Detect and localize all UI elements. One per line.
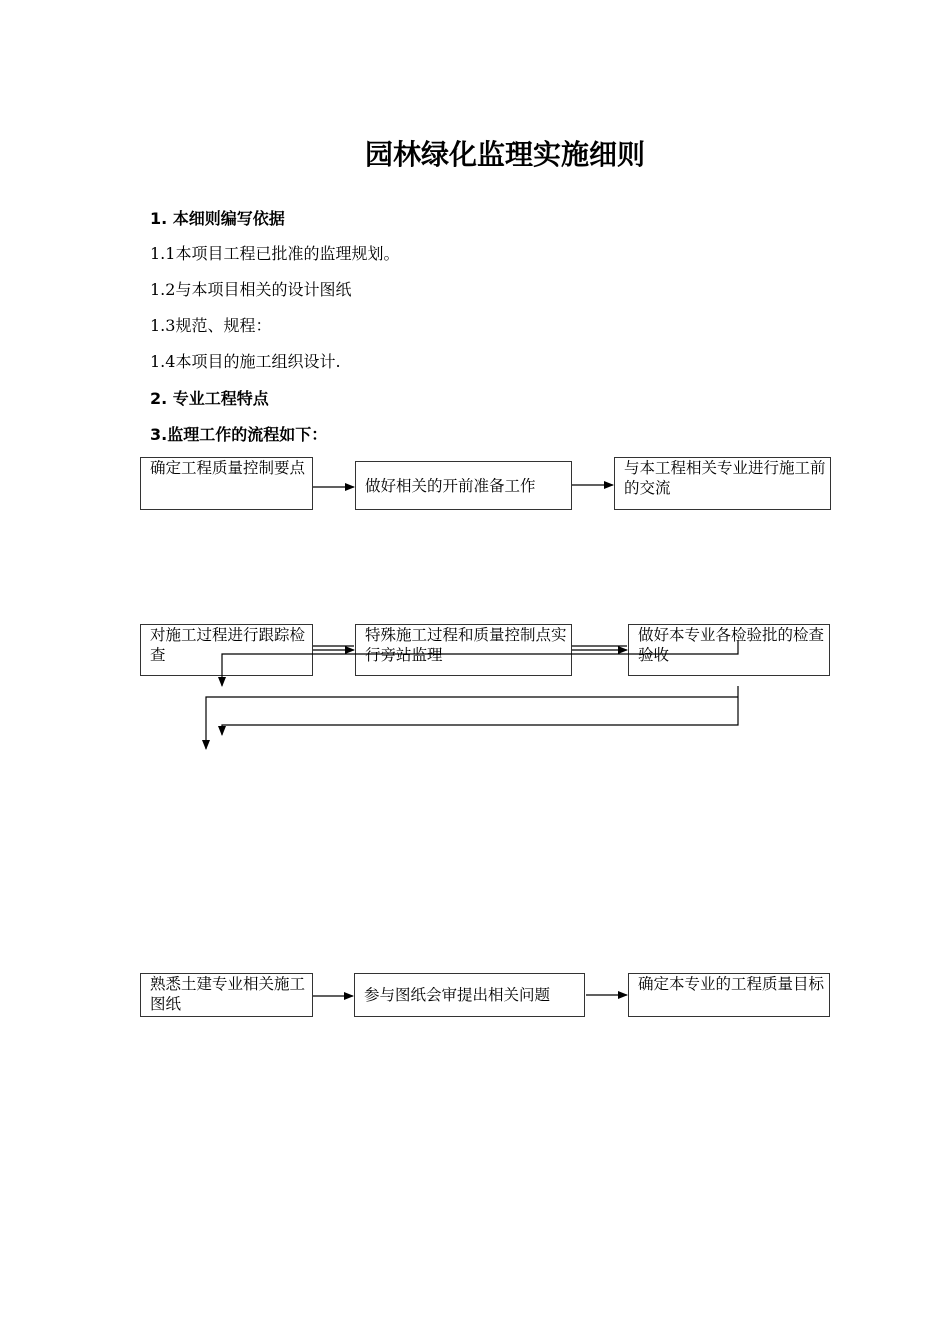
document-title: 园林绿化监理实施细则 — [364, 138, 645, 171]
section-3-heading: 3.监理工作的流程如下： — [150, 425, 328, 444]
flow-box-r3-3: 确定本专业的工程质量目标 — [628, 973, 830, 1017]
flow-box-r1-1: 确定工程质量控制要点 — [140, 457, 313, 510]
flow-box-r2-2: 特殊施工过程和质量控制点实行旁站监理 — [355, 624, 572, 676]
section-1-item-2: 1.2与本项目相关的设计图纸 — [150, 280, 352, 299]
flow-box-r3-1: 熟悉土建专业相关施工图纸 — [140, 973, 313, 1017]
flow-box-r2-3: 做好本专业各检验批的检查验收 — [628, 624, 830, 676]
section-1-heading: 1. 本细则编写依据 — [150, 209, 285, 228]
section-1-item-3: 1.3规范、规程： — [150, 316, 272, 335]
return-connector-outer — [206, 697, 738, 749]
section-1-item-1: 1.1本项目工程已批准的监理规划。 — [150, 244, 400, 263]
flow-box-r2-1: 对施工过程进行跟踪检查 — [140, 624, 313, 676]
section-1-item-4: 1.4本项目的施工组织设计. — [150, 352, 341, 371]
flow-box-r1-2: 做好相关的开前准备工作 — [355, 461, 572, 510]
flow-box-r3-2: 参与图纸会审提出相关问题 — [354, 973, 585, 1017]
section-2-heading: 2. 专业工程特点 — [150, 389, 269, 408]
return-connector — [222, 686, 738, 735]
flow-box-r1-3: 与本工程相关专业进行施工前的交流 — [614, 457, 831, 510]
